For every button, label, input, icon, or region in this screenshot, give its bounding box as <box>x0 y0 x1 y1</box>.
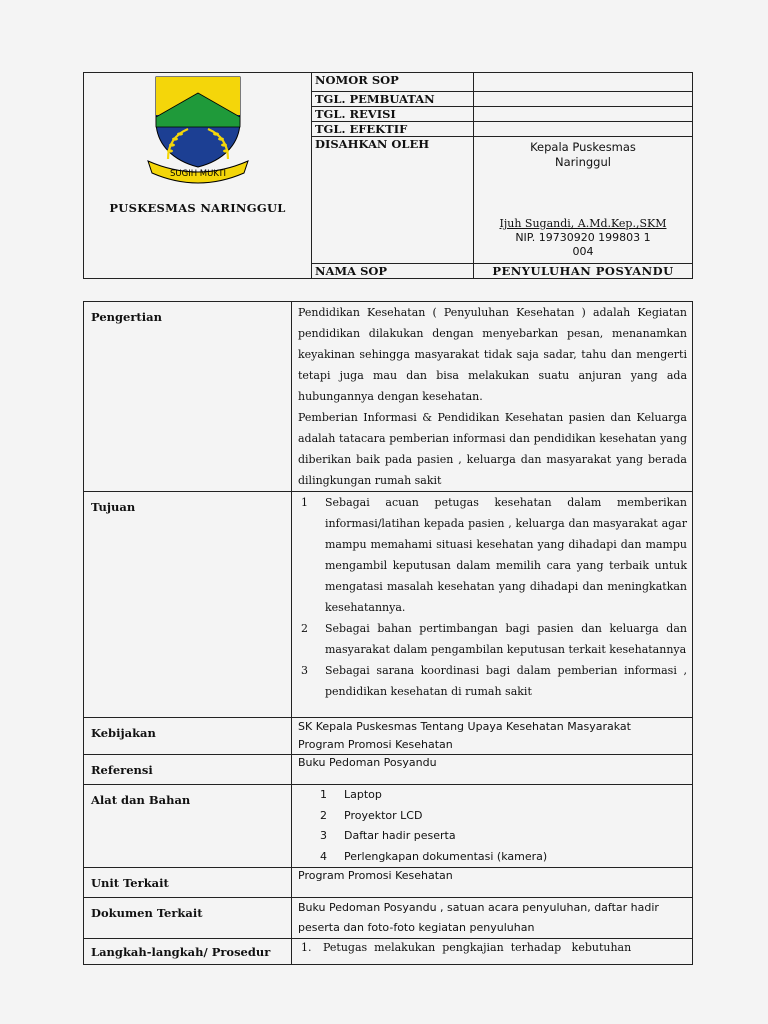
signatory-block <box>474 137 693 264</box>
tgl-pembuatan-value <box>474 92 693 107</box>
list-item <box>298 618 687 660</box>
disahkan-oleh-label: DISAHKAN OLEH <box>312 137 474 264</box>
section-tujuan <box>84 492 693 718</box>
tujuan-content <box>292 492 693 718</box>
list-item <box>320 806 687 827</box>
signatory-title-line2: Naringgul <box>555 155 611 169</box>
list-item-text: Laptop <box>344 788 382 801</box>
list-item-text: Sebagai acuan petugas kesehatan dalam memberikan informasi/latihan kepada pasien , keluarga dan masyarakat agar mampu memahami situasi kesehatan yang dihadapi dan mampu mengambil keputusan dalam memilih cara yang terbaik untuk mengatasi masalah kesehatan yang dihadapi dan meningkatkan kesehatannya. <box>325 496 687 614</box>
nomor-sop-label: NOMOR SOP <box>312 73 474 92</box>
tgl-revisi-value <box>474 107 693 122</box>
section-alat-bahan <box>84 785 693 868</box>
pengertian-paragraph-2: Pemberian Informasi & Pendidikan Kesehatan pasien dan Keluarga adalah tatacara pemberian informasi dan pendidikan kesehatan yang diberikan baik pada pasien , keluarga dan masyarakat yang berada dilingkungan rumah sakit <box>298 411 687 487</box>
signatory-title-line1: Kepala Puskesmas <box>530 140 636 154</box>
dokumen-terkait-label: Dokumen Terkait <box>84 898 292 939</box>
pengertian-content <box>292 302 693 492</box>
signatory-nip <box>474 231 692 259</box>
list-item-text: Proyektor LCD <box>344 808 423 822</box>
list-item-number: 1 <box>320 788 327 801</box>
sop-header-table <box>83 72 693 279</box>
list-item-number: 2 <box>320 808 327 822</box>
nomor-sop-value <box>474 73 693 92</box>
tgl-efektif-label: TGL. EFEKTIF <box>312 122 474 137</box>
kebijakan-line-1: SK Kepala Puskesmas Tentang Upaya Kesehatan Masyarakat <box>298 720 631 733</box>
alat-bahan-list <box>298 785 687 867</box>
list-item <box>320 826 687 847</box>
list-item <box>298 939 687 957</box>
unit-terkait-value: Program Promosi Kesehatan <box>292 868 693 898</box>
alat-bahan-content <box>292 785 693 868</box>
tgl-revisi-label: TGL. REVISI <box>312 107 474 122</box>
section-kebijakan <box>84 718 693 755</box>
section-pengertian <box>84 302 693 492</box>
tujuan-label: Tujuan <box>84 492 292 718</box>
kebijakan-line-2: Program Promosi Kesehatan <box>298 738 453 751</box>
list-item <box>298 492 687 618</box>
organization-name: PUSKESMAS NARINGGUL <box>109 201 286 215</box>
langkah-label: Langkah-langkah/ Prosedur <box>84 939 292 965</box>
list-item <box>320 847 687 868</box>
list-item <box>298 660 687 702</box>
langkah-content <box>292 939 693 965</box>
list-item-text: Sebagai sarana koordinasi bagi dalam pemberian informasi , pendidikan kesehatan di rumah sakit <box>325 664 687 698</box>
signatory-name: Ijuh Sugandi, A.Md.Kep.,SKM <box>499 217 667 230</box>
pengertian-paragraph-1: Pendidikan Kesehatan ( Penyuluhan Kesehatan ) adalah Kegiatan pendidikan dilakukan dengan menyebarkan pesan, menanamkan keyakinan sehingga masyarakat tidak saja sadar, tahu dan mengerti tetapi juga mau dan bisa melakukan suatu anjuran yang ada hubungannya dengan kesehatan. <box>298 306 687 403</box>
list-item-number: 1. <box>301 941 312 954</box>
list-item-number: 1 <box>301 496 308 509</box>
alat-bahan-label: Alat dan Bahan <box>84 785 292 868</box>
nama-sop-value: PENYULUHAN POSYANDU <box>474 264 693 279</box>
list-item-number: 3 <box>301 664 308 677</box>
tujuan-list <box>298 492 687 702</box>
tgl-efektif-value <box>474 122 693 137</box>
section-referensi <box>84 755 693 785</box>
sop-body-table <box>83 301 693 965</box>
pengertian-label: Pengertian <box>84 302 292 492</box>
kebijakan-label: Kebijakan <box>84 718 292 755</box>
list-item-number: 3 <box>320 829 327 842</box>
list-item-number: 2 <box>301 622 308 635</box>
logo-motto-text: SUGIH MUKTI <box>170 169 226 179</box>
kebijakan-content <box>292 718 693 755</box>
list-item-text: Sebagai bahan pertimbangan bagi pasien dan keluarga dan masyarakat dalam pengambilan keputusan terkait kesehatannya <box>325 622 687 656</box>
referensi-label: Referensi <box>84 755 292 785</box>
tgl-pembuatan-label: TGL. PEMBUATAN <box>312 92 474 107</box>
signatory-nip-line1: NIP. 19730920 199803 1 <box>515 231 651 244</box>
list-item-text: Daftar hadir peserta <box>344 829 456 842</box>
list-item-text: Perlengkapan dokumentasi (kamera) <box>344 849 548 863</box>
section-langkah-prosedur <box>84 939 693 965</box>
regency-emblem-icon <box>144 75 252 185</box>
list-item-text: Petugas melakukan pengkajian terhadap kebutuhan <box>323 941 632 954</box>
referensi-value: Buku Pedoman Posyandu <box>292 755 693 785</box>
unit-terkait-label: Unit Terkait <box>84 868 292 898</box>
nama-sop-label: NAMA SOP <box>312 264 474 279</box>
signatory-nip-line2: 004 <box>572 245 594 258</box>
section-dokumen-terkait <box>84 898 693 939</box>
list-item-number: 4 <box>320 849 327 863</box>
section-unit-terkait <box>84 868 693 898</box>
logo-cell <box>84 73 312 279</box>
dokumen-terkait-value: Buku Pedoman Posyandu , satuan acara penyuluhan, daftar hadir peserta dan foto-foto kegiatan penyuluhan <box>292 898 693 939</box>
list-item <box>320 785 687 806</box>
